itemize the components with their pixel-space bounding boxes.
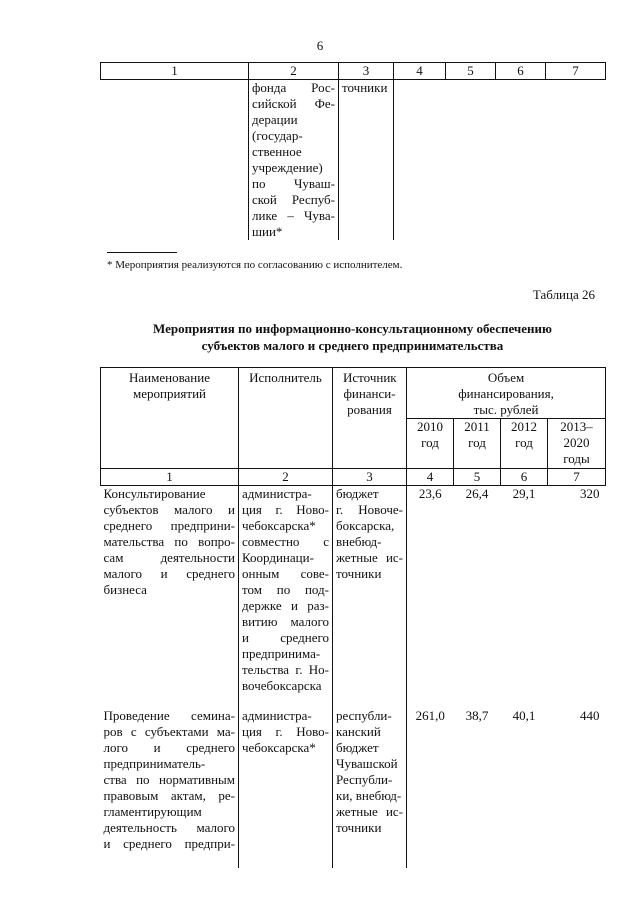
executor-line: и среднего (242, 630, 329, 645)
executor-line: фонда Рос- (252, 80, 335, 95)
executor-line: чебоксарска* (242, 518, 316, 533)
source-line: г. Новоче- (336, 502, 403, 517)
name-line: Проведение семина- (103, 707, 235, 723)
col-number: 7 (548, 469, 606, 486)
executor-line: дерации (252, 112, 298, 127)
source-line: бюджет (336, 739, 379, 755)
cont-value-cell (446, 80, 496, 241)
measure-executor (239, 708, 333, 868)
executor-line: чебоксарска* (242, 739, 316, 755)
source-line: точники (336, 566, 382, 581)
col-number: 6 (496, 63, 546, 80)
col-number: 1 (101, 469, 239, 486)
measure-name (101, 486, 239, 708)
table-title-line: субъектов малого и среднего предпринимательства (201, 338, 504, 353)
executor-line: предпринима- (242, 646, 321, 661)
name-line: ров с субъектами ма- (103, 723, 235, 739)
cont-value-cell (394, 80, 446, 241)
col-number: 5 (446, 63, 496, 80)
executor-line: шии* (252, 224, 283, 239)
col-number: 3 (333, 469, 407, 486)
col-number: 4 (407, 469, 454, 486)
table-row (101, 708, 606, 868)
name-line: мательства по вопро- (103, 534, 235, 549)
source-line: жетные ис- (336, 803, 403, 819)
value-2013-2020: 440 (580, 707, 600, 723)
source-line: республи- (336, 707, 392, 723)
executor-line: держке и раз- (242, 598, 329, 613)
header-source: Источник финанси-рования (333, 368, 407, 469)
table-title-line: Мероприятия по информационно-консультационному обеспечению (153, 321, 552, 336)
value-2010: 23,6 (407, 486, 454, 708)
name-line: бизнеса (103, 582, 147, 597)
name-line: субъектов малого и (103, 502, 235, 517)
col-number: 4 (394, 63, 446, 80)
source-line: боксарска, (336, 518, 395, 533)
source-line: внебюд- (336, 534, 382, 549)
executor-line: ственное (252, 144, 302, 159)
executor-line: тельства г. Но- (242, 662, 329, 677)
col-number: 6 (501, 469, 548, 486)
executor-line: сийской Фе- (252, 96, 335, 111)
footnote-rule (107, 252, 177, 253)
measures-table (100, 367, 606, 868)
header-financing: Объем финансирования, тыс. рублей (407, 368, 606, 419)
continued-row (101, 80, 606, 241)
source-line: Республи- (336, 771, 393, 787)
executor-line: ция г. Ново- (242, 723, 329, 739)
executor-line: совместно с (242, 534, 329, 549)
name-line: малого и среднего (103, 566, 235, 581)
col-number: 5 (454, 469, 501, 486)
name-line: ства по нормативным (103, 771, 235, 787)
executor-line: учреждение) (252, 160, 323, 175)
cont-source-cell: точники (339, 80, 394, 241)
header-year-2011: 2011 год (454, 419, 501, 469)
table-title (100, 320, 605, 354)
measure-source (333, 708, 407, 868)
continued-table (100, 62, 606, 240)
header-name: Наименование мероприятий (101, 368, 239, 469)
value-2011: 26,4 (465, 486, 489, 501)
col-number: 3 (339, 63, 394, 80)
header-year-2013-2020: 2013–2020 годы (548, 419, 606, 469)
source-line: бюджет (336, 486, 379, 501)
cont-value-cell (496, 80, 546, 241)
name-line: и среднего предпри- (103, 835, 235, 851)
name-line: гламентирующим (103, 803, 202, 819)
source-line: точники (336, 819, 382, 835)
source-line: Чувашской (336, 755, 398, 771)
col-number: 2 (239, 469, 333, 486)
header-executor: Исполнитель (239, 368, 333, 469)
name-line: деятельность малого (103, 819, 235, 835)
source-line: ки, внебюд- (336, 787, 402, 803)
executor-line: том по под- (242, 582, 329, 597)
executor-line: ция г. Ново- (242, 502, 329, 517)
header-row (101, 368, 606, 419)
executor-line: витию малого (242, 614, 329, 629)
name-line: правовым актам, ре- (103, 787, 235, 803)
cont-value-cell (546, 80, 606, 241)
value-2013-2020: 320 (580, 486, 600, 501)
name-line: сам деятельности (103, 550, 235, 565)
executor-line: по Чуваш- (252, 176, 335, 191)
table-label: Таблица 26 (532, 287, 595, 302)
header-year-2010: 2010 год (407, 419, 454, 469)
executor-line: онным сове- (242, 566, 329, 581)
cont-executor-cell (249, 80, 339, 241)
col-number: 2 (249, 63, 339, 80)
executor-line: (государ- (252, 128, 303, 143)
name-line: лого и среднего (103, 739, 235, 755)
name-line: предприниматель- (103, 755, 206, 771)
executor-line: администра- (242, 707, 312, 723)
executor-line: ской Респуб- (252, 192, 335, 207)
page-number: 6 (316, 38, 324, 53)
value-2012: 40,1 (512, 707, 536, 723)
executor-line: вочебоксарска (242, 678, 322, 693)
column-number-row (101, 63, 606, 80)
column-number-row (101, 469, 606, 486)
measure-executor (239, 486, 333, 708)
name-line: среднего предприни- (103, 518, 235, 533)
measure-source (333, 486, 407, 708)
table-row (101, 486, 606, 708)
value-2010: 261,0 (407, 708, 454, 868)
source-line: жетные ис- (336, 550, 403, 565)
source-line: канский (336, 723, 381, 739)
measure-name (101, 708, 239, 868)
executor-line: лике – Чува- (252, 208, 335, 223)
col-number: 1 (101, 63, 249, 80)
header-year-2012: 2012 год (501, 419, 548, 469)
cont-name-cell (101, 80, 249, 241)
executor-line: администра- (242, 486, 312, 501)
footnote: * Мероприятия реализуются по согласованию с исполнителем. (107, 259, 403, 271)
value-2012: 29,1 (512, 486, 536, 501)
value-2011: 38,7 (465, 707, 489, 723)
col-number: 7 (546, 63, 606, 80)
name-line: Консультирование (103, 486, 206, 501)
executor-line: Координаци- (242, 550, 314, 565)
